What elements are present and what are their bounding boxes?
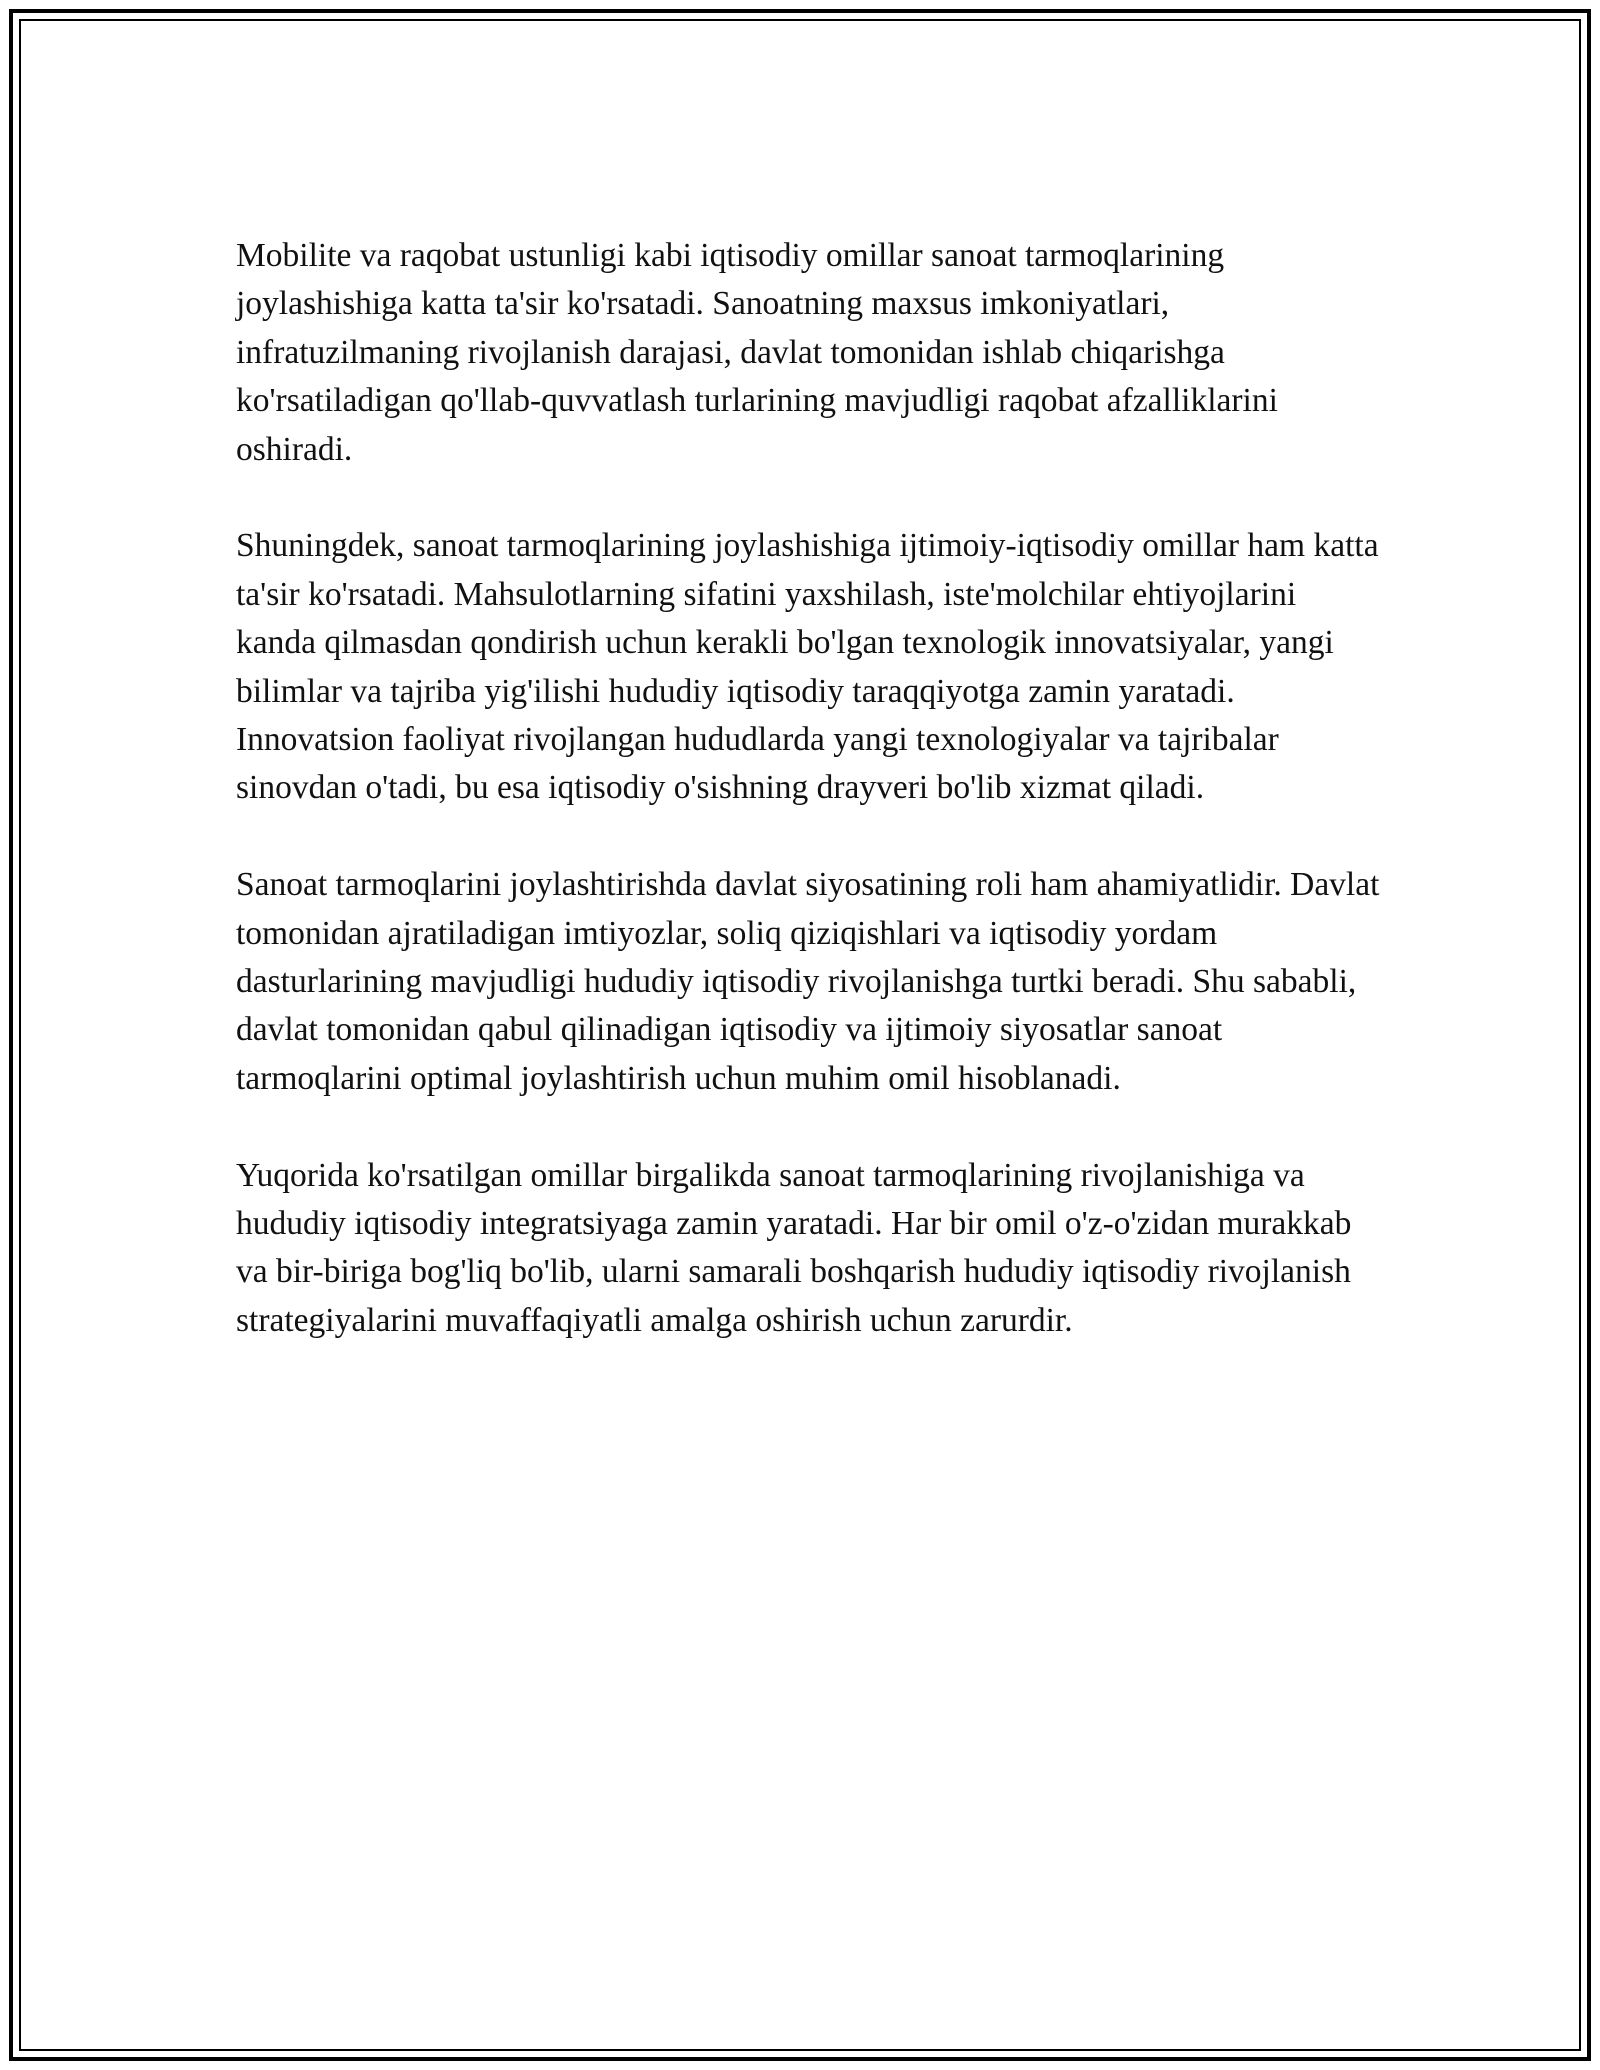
document-body <box>236 232 1381 1394</box>
paragraph-2: Shuningdek, sanoat tarmoqlarining joylashishiga ijtimoiy-iqtisodiy omillar ham katta ta'sir ko'rsatadi. Mahsulotlarning sifatini yaxshilash, iste'molchilar ehtiyojlarini kanda qilmasdan qondirish uchun kerakli bo'lgan texnologik innovatsiyalar, yangi bilimlar va tajriba yig'ilishi hududiy iqtisodiy taraqqiyotga zamin yaratadi. Innovatsion faoliyat rivojlangan hududlarda yangi texnologiyalar va tajribalar sinovdan o'tadi, bu esa iqtisodiy o'sishning drayveri bo'lib xizmat qiladi. <box>236 527 1379 807</box>
paragraph-1: Mobilite va raqobat ustunligi kabi iqtisodiy omillar sanoat tarmoqlarining joylashishiga katta ta'sir ko'rsatadi. Sanoatning maxsus imkoniyatlari, infratuzilmaning rivojlanish darajasi, davlat tomonidan ishlab chiqarishga ko'rsatiladigan qo'llab-quvvatlash turlarining mavjudligi raqobat afzalliklarini oshiradi. <box>236 237 1278 468</box>
paragraph-3: Sanoat tarmoqlarini joylashtirishda davlat siyosatining roli ham ahamiyatlidir. Davlat tomonidan ajratiladigan imtiyozlar, soliq qiziqishlari va iqtisodiy yordam dasturlarining mavjudligi hududiy iqtisodiy rivojlanishga turtki beradi. Shu sababli, davlat tomonidan qabul qilinadigan iqtisodiy va ijtimoiy siyosatlar sanoat tarmoqlarini optimal joylashtirish uchun muhim omil hisoblanadi. <box>236 866 1380 1097</box>
paragraph-4: Yuqorida ko'rsatilgan omillar birgalikda sanoat tarmoqlarining rivojlanishiga va hududiy iqtisodiy integratsiyaga zamin yaratadi. Har bir omil o'z-o'zidan murakkab va bir-biriga bog'liq bo'lib, ularni samarali boshqarish hududiy iqtisodiy rivojlanish strategiyalarini muvaffaqiyatli amalga oshirish uchun zarurdir. <box>236 1156 1352 1339</box>
